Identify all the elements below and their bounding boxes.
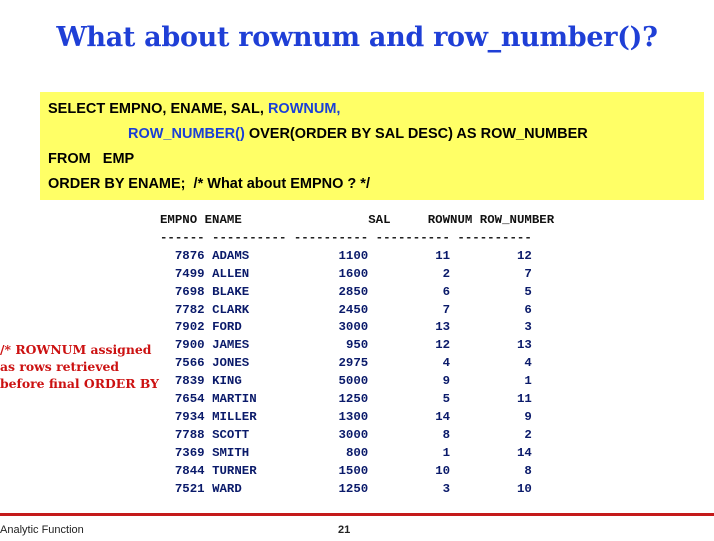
table-cell: 1600	[338, 266, 369, 281]
table-cell: 7566	[174, 356, 205, 371]
table-cell: 7900	[174, 338, 205, 353]
table-cell: SCOTT	[212, 427, 250, 442]
table-cell: 8	[442, 427, 451, 442]
table-row	[160, 249, 532, 263]
table-cell: 13	[435, 320, 451, 335]
col-row-number-header: ROW_NUMBER	[479, 213, 555, 227]
table-row	[160, 338, 532, 352]
col-empno-header: EMPNO	[160, 213, 198, 227]
table-cell: 950	[345, 338, 369, 353]
table-cell: SMITH	[212, 445, 250, 460]
table-row	[160, 285, 532, 299]
query-result-table	[160, 212, 554, 499]
table-cell: 3000	[338, 320, 369, 335]
table-cell: 5000	[338, 374, 369, 389]
table-cell: ADAMS	[212, 248, 250, 263]
table-cell: 7902	[174, 320, 205, 335]
table-cell: 2	[524, 427, 532, 442]
col-ename-header: ENAME	[204, 213, 242, 227]
table-cell: 8	[524, 463, 532, 478]
table-cell: ALLEN	[212, 266, 250, 281]
table-cell: 9	[442, 374, 451, 389]
sql-row-number-keyword: ROW_NUMBER()	[128, 126, 245, 142]
slide-title: What about rownum and row_number()?	[56, 22, 658, 53]
table-cell: CLARK	[212, 302, 250, 317]
table-cell: 1100	[338, 248, 369, 263]
sql-line-3: FROM EMP	[48, 151, 135, 167]
table-cell: 4	[442, 356, 451, 371]
result-header-separator: ------ ---------- ---------- ---------- ----------	[160, 230, 532, 245]
sql-rownum-keyword: ROWNUM,	[267, 101, 341, 117]
table-cell: 1250	[338, 392, 369, 407]
table-cell: 6	[524, 302, 532, 317]
table-cell: 7698	[174, 284, 205, 299]
sql-line-4: ORDER BY ENAME; /* What about EMPNO ? */	[48, 176, 370, 192]
table-cell: 10	[516, 481, 532, 496]
table-cell: 2850	[338, 284, 369, 299]
table-cell: KING	[212, 374, 242, 389]
footer-label: Analytic Function	[0, 524, 84, 536]
table-cell: 7369	[174, 445, 205, 460]
page-number: 21	[338, 524, 351, 536]
table-cell: 5	[524, 284, 532, 299]
table-cell: 14	[435, 409, 451, 424]
table-cell: MILLER	[212, 409, 257, 424]
result-header-row	[160, 213, 554, 227]
table-cell: 3	[524, 320, 532, 335]
table-cell: 10	[435, 463, 451, 478]
table-cell: 14	[516, 445, 532, 460]
table-cell: 1	[442, 445, 451, 460]
sql-over-clause: OVER(ORDER BY SAL DESC) AS ROW_NUMBER	[244, 126, 588, 142]
table-cell: 4	[524, 356, 532, 371]
table-cell: 7499	[174, 266, 205, 281]
table-cell: 12	[435, 338, 451, 353]
table-cell: 13	[517, 338, 532, 353]
table-cell: BLAKE	[212, 284, 250, 299]
table-cell: TURNER	[212, 463, 257, 478]
table-cell: 7934	[174, 409, 205, 424]
table-row	[160, 410, 532, 424]
table-cell: 11	[435, 248, 451, 263]
table-cell: MARTIN	[212, 392, 257, 407]
table-cell: 3000	[338, 427, 369, 442]
table-cell: 800	[345, 445, 369, 460]
table-cell: 7782	[174, 302, 205, 317]
table-cell: 7839	[174, 374, 205, 389]
table-cell: 7521	[174, 481, 205, 496]
col-rownum-header: ROWNUM	[427, 213, 473, 227]
table-row	[160, 392, 532, 406]
table-cell: 1300	[338, 409, 369, 424]
table-cell: 7	[442, 302, 451, 317]
table-row	[160, 320, 532, 334]
sql-query-box	[40, 92, 704, 200]
rownum-note: /* ROWNUM assigned as rows retrieved before final ORDER BY	[0, 342, 159, 391]
table-cell: 1250	[338, 481, 369, 496]
table-cell: 7876	[174, 248, 205, 263]
table-row	[160, 267, 532, 281]
sql-line-2	[128, 126, 588, 142]
table-cell: 1500	[338, 463, 369, 478]
table-cell: 9	[524, 409, 532, 424]
table-cell: 11	[516, 392, 532, 407]
table-cell: 1	[524, 374, 532, 389]
table-row	[160, 482, 532, 496]
table-cell: JONES	[212, 356, 250, 371]
table-cell: JAMES	[212, 338, 250, 353]
table-cell: 12	[517, 248, 532, 263]
table-cell: 6	[442, 284, 451, 299]
sql-select-clause: SELECT EMPNO, ENAME, SAL,	[48, 101, 268, 117]
table-row	[160, 356, 532, 370]
table-cell: 2975	[338, 356, 369, 371]
table-cell: 2	[442, 266, 451, 281]
col-sal-header: SAL	[368, 213, 391, 227]
table-row	[160, 446, 532, 460]
sql-line-1	[48, 101, 340, 117]
table-cell: 7	[524, 266, 532, 281]
table-cell: 3	[442, 481, 451, 496]
footer-divider	[0, 513, 714, 516]
table-cell: 5	[442, 392, 451, 407]
table-row	[160, 303, 532, 317]
table-cell: 7844	[174, 463, 205, 478]
table-cell: 7654	[174, 392, 205, 407]
table-row	[160, 464, 532, 478]
table-cell: FORD	[212, 320, 242, 335]
table-cell: 7788	[174, 427, 205, 442]
table-cell: 2450	[338, 302, 369, 317]
table-cell: WARD	[212, 481, 242, 496]
table-row	[160, 374, 532, 388]
table-row	[160, 428, 532, 442]
